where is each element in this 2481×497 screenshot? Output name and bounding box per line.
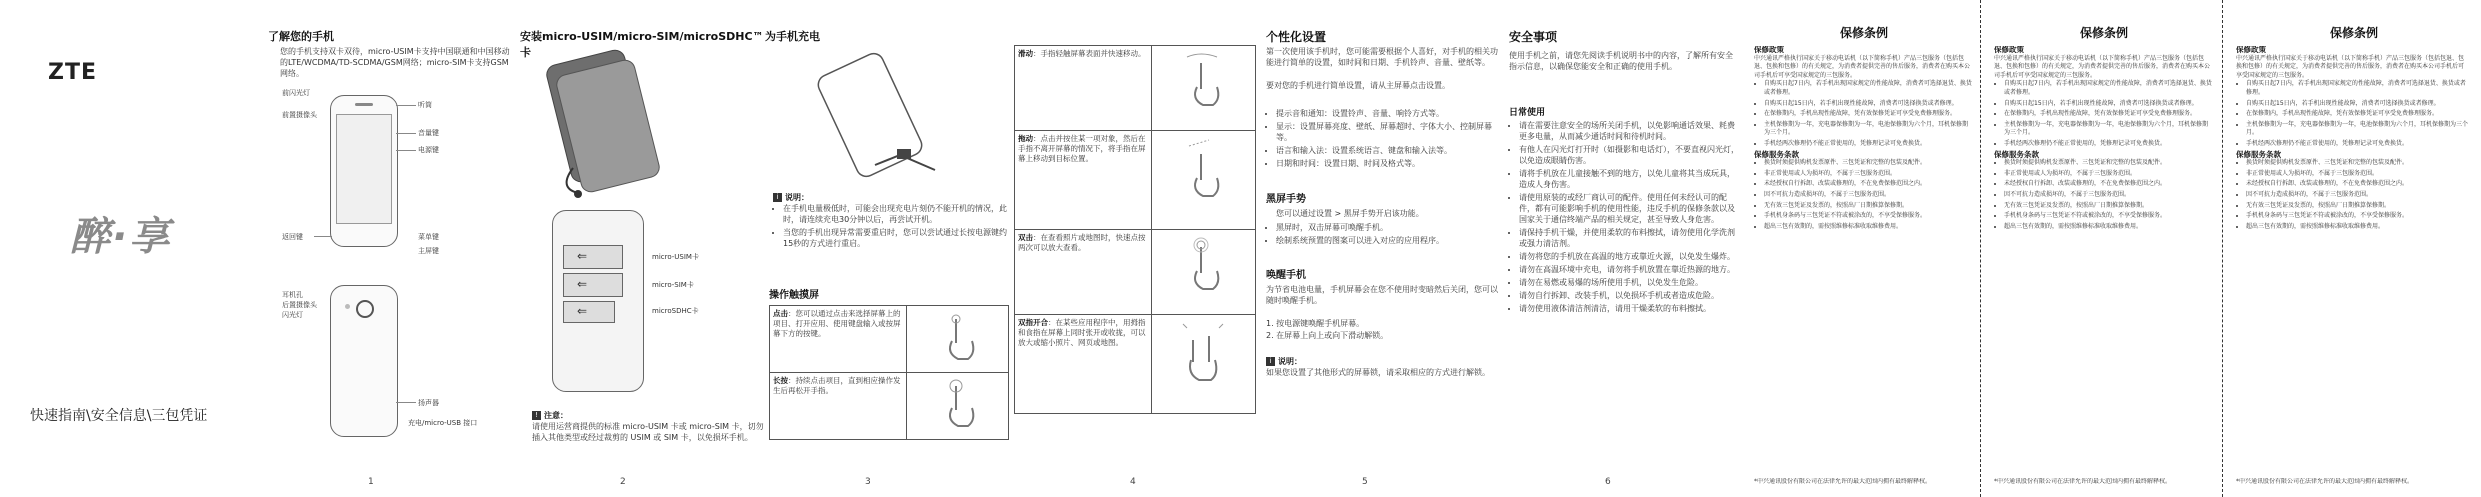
cover-panel [0,0,250,497]
page-number: 3 [865,477,871,487]
list-item: • 有他人在闪光灯打开时（如摄影和电话灯），不要直视闪光灯，以免造成眼睛伤害。 [1519,144,1739,166]
label-back-key: 返回键 [282,233,303,241]
list-item: • 自购买日起15日内，若手机出现性能故障，消费者可选择换货或者修理。 [1764,100,1972,109]
list-item: • 主机保修期为一年，充电器保修期为一年，电池保修期为六个月，耳机保修期为三个月。 [1764,121,1972,138]
page-number: 1 [368,477,374,487]
wake-step: 2. 在屏幕上向上或向下滑动解锁。 [1266,331,1389,340]
list-item: • 请勿在高温环境中充电，请勿将手机放置在靠近热源的地方。 [1519,264,1739,275]
warranty-title: 保修条例 [1840,26,1889,40]
settings-list [1266,108,1502,171]
page-number: 6 [1605,477,1611,487]
micro-usim-slot [563,245,623,269]
gesture-desc: ：持续点击项目，直到相应操作发生后再松开手指。 [773,376,901,395]
list-item: • 自购买日起7日内，若手机出现国家规定的性能故障，消费者可选择退货、换货或者修理。 [1764,80,1972,97]
gesture-name: 拖动 [1018,134,1033,143]
label-menu-key: 菜单键 [418,233,439,241]
list-item: • 自购买日起15日内，若手机出现性能故障，消费者可选择换货或者修理。 [2004,100,2212,109]
list-item: • 请将手机放在儿童接触不到的地方，以免儿童将其当成玩具，造成人身伤害。 [1519,168,1739,190]
gesture-desc: ：在查看照片或地图时，快速点按两次可以放大查看。 [1018,233,1146,252]
list-item: • 请勿将您的手机放在高温的地方或靠近火源，以免发生爆炸。 [1519,251,1739,262]
phone-back-illustration [330,285,398,437]
list-item: • 手机机身条码与三包凭证不符或被涂改的，不享受保修服务。 [2246,212,2468,221]
page-title: 为手机充电 [765,30,820,43]
warranty-intro: 中兴通讯严格执行国家关于移动电话机（以下简称手机）产品三包服务（包括包退、包换和包修）的有关规定，为消费者提供完善的售后服务，消费者在购买本公司手机后可享受国家规定的三包服务。 [2236,54,2465,79]
list-item: • 绘制系统预置的图案可以进入对应的应用程序。 [1276,235,1502,246]
gesture-desc: ：点击并按住某一项对象，然后在手指不离开屏幕的情况下，将手指在屏幕上移动到目标位置。 [1018,134,1146,163]
warranty-subtitle: 保修服务条款 [1754,149,1799,159]
list-item: • 显示：设置屏幕亮度、壁纸、屏幕超时、字体大小、控制屏幕等。 [1276,121,1502,143]
list-item: • 手机经两次修理仍不能正常使用的，凭修理记录可免费换货。 [2004,140,2212,149]
label-power-key: 电源键 [418,146,439,154]
list-item: • 超出三包有效期的，需按照维修标准收取维修费用。 [2246,223,2468,232]
table-row [770,373,1009,440]
gesture-name: 双指开合 [1018,318,1048,327]
list-item: • 手机机身条码与三包凭证不符或被涂改的，不享受保修服务。 [1764,212,1972,221]
warranty-intro: 中兴通讯严格执行国家关于移动电话机（以下简称手机）产品三包服务（包括包退、包换和包修）的有关规定，为消费者提供完善的售后服务，消费者在购买本公司手机后可享受国家规定的三包服务。 [1754,54,1971,79]
section-title: 操作触摸屏 [769,290,819,301]
warranty-intro: 中兴通讯严格执行国家关于移动电话机（以下简称手机）产品三包服务（包括包退、包换和包修）的有关规定，为消费者提供完善的售后服务，消费者在购买本公司手机后可享受国家规定的三包服务。 [1994,54,2211,79]
warranty-title: 保修条例 [2330,26,2379,40]
table-row [770,306,1009,373]
label-front-flash: 前闪光灯 [282,89,310,97]
long-press-gesture-icon [938,378,978,428]
warning-icon: ! [532,411,541,420]
charging-note [773,192,1013,251]
note-text: 如果您设置了其他形式的屏幕锁，请采取相应的方式进行解锁。 [1266,368,1490,377]
list-item: • 自购买日起7日内，若手机出现国家规定的性能故障，消费者可选择退货、换货或者修理。 [2004,80,2212,97]
intro-text-2: 要对您的手机进行简单设置，请从主屏幕点击设置。 [1266,81,1450,90]
phone-slots-illustration [552,210,644,392]
gesture-name: 长按 [773,376,788,385]
gesture-name: 双击 [1018,233,1033,242]
wake-note [1266,356,1502,378]
list-item: • 自购买日起7日内，若手机出现国家规定的性能故障，消费者可选择退货、换货或者修理。 [2246,80,2468,97]
list-item: • 当您的手机出现异常需要重启时，您可以尝试通过长按电源键约15秒的方式进行重启。 [783,227,1013,249]
list-item: • 换货时须提供购机发票原件、三包凭证和完整的包装及配件。 [2246,159,2468,168]
leader-line [314,236,332,237]
section-title: 唤醒手机 [1266,270,1306,281]
phone-front-illustration [330,95,398,247]
list-item: • 无有效三包凭证及发票的，按照出厂日期推算保修期。 [1764,202,1972,211]
list-item: • 无有效三包凭证及发票的，按照出厂日期推算保修期。 [2246,202,2468,211]
list-item: • 非正常使用或人为损坏的，不属于三包服务范围。 [2004,170,2212,179]
list-item: • 请使用原装的或经厂商认可的配件。使用任何未经认可的配件，都有可能影响手机的使用性能，违反手机的保修条款以及国家关于通信终端产品的相关规定，甚至导致人身危害。 [1519,192,1739,225]
list-item: • 主机保修期为一年，充电器保修期为一年，电池保修期为六个月，耳机保修期为三个月。 [2004,121,2212,138]
table-row [1015,131,1256,230]
page-5 [1262,0,1507,497]
warranty-subtitle: 保修服务条款 [2236,149,2281,159]
list-item: • 在保修期内，手机出现性能故障，凭有效保修凭证可享受免费修理服务。 [1764,110,1972,119]
table-row [1015,230,1256,315]
warranty-panel-1 [1748,0,1976,497]
leader-line [396,133,416,134]
note-block [532,410,767,443]
label-headset-jack: 耳机孔 [282,291,303,299]
label-home-key: 主屏键 [418,247,439,255]
list-item: • 语言和输入法：设置系统语言、键盘和输入法等。 [1276,145,1502,156]
gesture-desc: ：手指轻触屏幕表面并快速移动。 [1033,49,1146,58]
page-2 [520,0,770,497]
insert-arrow-icon: ⇐ [577,304,588,318]
brand-logo: ZTE [48,60,97,85]
page-3 [765,0,1015,497]
list-item: • 因不可抗力造成损坏的，不属于三包服务范围。 [1764,191,1972,200]
phone-screen [336,114,392,224]
label-rear-camera: 后置摄像头 [282,301,317,309]
list-item: • 超出三包有效期的，需按照维修标准收取维修费用。 [1764,223,1972,232]
warranty-footer: *中兴通讯股份有限公司在法律允许的最大范围内拥有最终解释权。 [2236,478,2414,485]
list-item: • 未经授权自行拆卸、改装或修理的，不在免费保修范围之内。 [2004,180,2212,189]
rear-flash [345,304,350,309]
gesture-desc: ：在某些应用程序中，用拇指和食指在屏幕上同时张开或收拢，可以放大或缩小照片、网页或地图。 [1018,318,1146,347]
product-logo: 醉·享 [70,214,172,260]
list-item: • 手机经两次修理仍不能正常使用的，凭修理记录可免费换货。 [2246,140,2468,149]
page-number: 2 [620,477,626,487]
gesture-name: 点击 [773,309,788,318]
lock-list [1266,222,1502,248]
page-number: 5 [1362,477,1368,487]
warranty-body [1754,46,1972,476]
list-item: • 换货时须提供购机发票原件、三包凭证和完整的包装及配件。 [2004,159,2212,168]
intro-text: 第一次使用该手机时，您可能需要根据个人喜好，对手机的相关功能进行简单的设置，如时间和日期、手机铃声、音量、壁纸等。 [1266,47,1498,67]
back-cover-removal-illustration [538,48,678,198]
leader-line [396,402,416,403]
label-micro-usim: micro-USIM卡 [652,253,699,261]
list-item: • 非正常使用或人为损坏的，不属于三包服务范围。 [2246,170,2468,179]
warranty-subtitle: 保修政策 [1994,46,2024,54]
intro-text: 您的手机支持双卡双待，micro-USIM卡支持中国联通和中国移动的LTE/WCDMA/TD-SCDMA/GSM网络；micro-SIM卡支持GSM网络。 [280,47,510,78]
warranty-footer: *中兴通讯股份有限公司在法律允许的最大范围内拥有最终解释权。 [1754,478,1932,485]
gesture-name: 滑动 [1018,49,1033,58]
charging-illustration [815,45,955,185]
table-row [1015,46,1256,131]
warranty-subtitle: 保修服务条款 [1994,149,2039,159]
list-item: • 超出三包有效期的，需按照维修标准收取维修费用。 [2004,223,2212,232]
label-usb-port: 充电/micro-USB 接口 [408,419,478,427]
cut-line [2222,0,2223,497]
list-item: • 在保修期内，手机出现性能故障，凭有效保修凭证可享受免费修理服务。 [2246,110,2468,119]
lock-text: 您可以通过设置 > 黑屏手势开启该功能。 [1276,209,1424,218]
warranty-title: 保修条例 [2080,26,2129,40]
swipe-gesture-icon [1179,51,1229,111]
list-item: • 手机机身条码与三包凭证不符或被涂改的，不享受保修服务。 [2004,212,2212,221]
list-item: • 请勿自行拆卸、改装手机，以免损坏手机或者造成危险。 [1519,290,1739,301]
list-item: • 提示音和通知：设置铃声、音量、响铃方式等。 [1276,108,1502,119]
label-volume-key: 音量键 [418,129,439,137]
gesture-desc: ：您可以通过点击来选择屏幕上的项目、打开应用、使用键盘输入或按屏幕下方的按键。 [773,309,901,338]
rear-camera [356,300,374,318]
page-4 [1010,0,1260,497]
drag-gesture-icon [1179,136,1229,206]
note-title: 注意： [544,411,568,420]
section-title: 黑屏手势 [1266,194,1306,205]
insert-arrow-icon: ⇐ [577,277,588,291]
page-6 [1505,0,1745,497]
warranty-panel-2 [1988,0,2216,497]
page-number: 4 [1130,477,1136,487]
warranty-body [1994,46,2212,476]
page-title: 个性化设置 [1266,30,1327,44]
intro-text: 使用手机之前，请您先阅读手机说明书中的内容，了解所有安全指示信息，以确保您能安全和正确的使用手机。 [1509,51,1733,71]
wake-step: 1. 按电源键唤醒手机屏幕。 [1266,319,1365,328]
list-item: • 无有效三包凭证及发票的，按照出厂日期推算保修期。 [2004,202,2212,211]
page-1 [268,0,518,497]
section-title: 日常使用 [1509,108,1546,118]
info-icon: i [1266,357,1275,366]
list-item: • 主机保修期为一年，充电器保修期为一年，电池保修期为六个月，耳机保修期为三个月。 [2246,121,2468,138]
list-item: • 在手机电量极低时，可能会出现充电片刻仍不能开机的情况，此时，请连续充电30分钟以后，再尝试开机。 [783,203,1013,225]
page-title: 安装micro-USIM/micro-SIM/microSDHC™卡 [520,30,764,59]
cover-footer: 快速指南\安全信息\三包凭证 [30,408,208,424]
list-item: • 在保修期内，手机出现性能故障，凭有效保修凭证可享受免费修理服务。 [2004,110,2212,119]
list-item: • 请在需要注意安全的场所关闭手机，以免影响通话效果、耗费更多电量，从而减少通话时间和待机时间。 [1519,120,1739,142]
label-speaker: 扬声器 [418,399,439,407]
list-item: • 因不可抗力造成损坏的，不属于三包服务范围。 [2004,191,2212,200]
label-front-camera: 前置摄像头 [282,111,317,119]
safety-list [1509,120,1739,316]
label-earpiece: 听筒 [418,101,432,109]
warranty-subtitle: 保修政策 [1754,46,1784,54]
list-item: • 请勿使用液体清洁剂清洁，请用干燥柔软的布料擦拭。 [1519,303,1739,314]
list-item: • 因不可抗力造成损坏的，不属于三包服务范围。 [2246,191,2468,200]
tap-gesture-icon [938,311,978,361]
list-item: • 请勿在易燃或易爆的场所使用手机，以免发生危险。 [1519,277,1739,288]
list-item: • 请保持手机干燥，并使用柔软的布料擦拭，请勿使用化学洗剂或强力清洁剂。 [1519,227,1739,249]
warranty-body [2236,46,2468,476]
note-title: 说明： [1278,357,1302,366]
gesture-table [1014,45,1256,414]
list-item: • 非正常使用或人为损坏的，不属于三包服务范围。 [1764,170,1972,179]
list-item: • 黑屏时，双击屏幕可唤醒手机。 [1276,222,1502,233]
insert-arrow-icon: ⇐ [577,249,588,263]
leader-line [396,150,416,151]
list-item: • 换货时须提供购机发票原件、三包凭证和完整的包装及配件。 [1764,159,1972,168]
list-item: • 日期和时间：设置日期、时间及格式等。 [1276,158,1502,169]
pinch-gesture-icon [1179,320,1229,390]
list-item: • 手机经两次修理仍不能正常使用的，凭修理记录可免费换货。 [1764,140,1972,149]
list-item: • 未经授权自行拆卸、改装或修理的，不在免费保修范围之内。 [2246,180,2468,189]
page-title: 安全事项 [1509,30,1558,44]
note-text: 请使用运营商提供的标准 micro-USIM 卡或 micro-SIM 卡，切勿插入其他类型或经过裁剪的 USIM 或 SIM 卡，以免损坏手机。 [532,422,764,442]
double-tap-gesture-icon [1179,235,1229,295]
wake-text: 为节省电池电量，手机屏幕会在您不使用时变暗然后关闭，您可以随时唤醒手机。 [1266,285,1498,305]
list-item: • 未经授权自行拆卸、改装或修理的，不在免费保修范围之内。 [1764,180,1972,189]
micro-sim-slot [563,273,623,297]
warranty-panel-3 [2230,0,2475,497]
label-microsdhc: microSDHC卡 [652,307,699,315]
note-title: 说明： [785,193,809,202]
warranty-footer: *中兴通讯股份有限公司在法律允许的最大范围内拥有最终解释权。 [1994,478,2172,485]
leader-line [396,105,416,106]
page-title: 了解您的手机 [268,30,334,43]
info-icon: i [773,193,782,202]
list-item: • 自购买日起15日内，若手机出现性能故障，消费者可选择换货或者修理。 [2246,100,2468,109]
label-flash: 闪光灯 [282,311,303,319]
microsd-slot [563,301,615,323]
cut-line [1980,0,1981,497]
table-row [1015,315,1256,414]
earpiece [355,103,373,106]
gesture-table [769,305,1009,440]
warranty-subtitle: 保修政策 [2236,46,2266,54]
label-micro-sim: micro-SIM卡 [652,281,694,289]
